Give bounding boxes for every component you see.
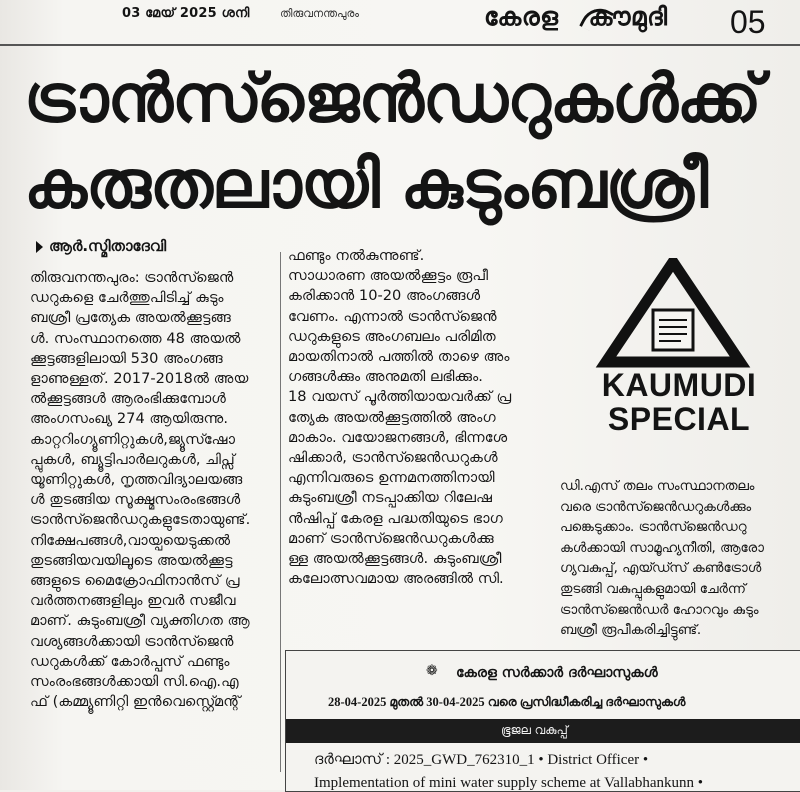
article-line: മായതിനാൽ പത്തിൽ താഴെ അം [288,348,510,366]
notice-title: കേരള സർക്കാർ ദർഘാസുകൾ [456,665,658,681]
article-line: വേണം. എന്നാൽ ട്രാൻസ്ജെൻ [288,307,497,325]
article-line: എന്നിവരുടെ ഉന്നമനത്തിനായി [288,469,495,487]
article-line: പ്പുകൾ, ബ്യൂട്ടിപാർലറുകൾ, ചിപ്സ് [30,450,235,468]
article-line: മാണ്. കുടുംബശ്രീ വ്യക്തിഗത ആ [30,612,250,630]
article-line: ട്രാൻസ്ജെൻഡർ ഹോറവും കുടും [560,602,759,618]
article-line: തുടങ്ങിയവയിലൂടെ അയൽക്കൂട്ട [30,551,233,569]
page-header [0,0,800,44]
masthead [484,2,668,32]
article-line: തിരുവനന്തപുരം: ട്രാൻസ്ജെൻ [30,269,234,286]
article-line: ഗങ്ങൾക്കും അനുമതി ലഭിക്കും. [288,368,483,386]
article-line: കൾക്കായി സാമൂഹ്യനീതി, ആരോ [560,540,764,556]
article-line: മാകാം. വയോജനങ്ങൾ, ഭിന്നശേ [288,428,508,446]
article-line: കാറ്ററിംഗ്യൂണിറ്റുകൾ,ജ്യൂസ്ഷോ [30,430,235,448]
special-label [584,368,774,436]
article-column-1 [30,268,278,712]
article-line: അംഗസംഖ്യ 274 ആയിരുന്നു. [30,410,228,428]
article-column-3 [560,477,800,642]
article-line: ഡറുകൾക്ക് കോർപ്പസ് ഫണ്ടും [30,652,230,670]
article-line: ഫണ്ടും നൽകുന്നുണ്ട്. [288,247,425,264]
headline-line-2: കരുതലായി കുടുംബശ്രീ [24,146,708,223]
masthead-left: കേരള [484,2,559,31]
tender-reference: ദർഘാസ് : 2025_GWD_762310_1 • District Officer • [314,752,649,768]
article-line: ഗ്യവകുപ്പ്, എയ്ഡ്സ് കൺട്രോൾ [560,561,762,577]
article-line: ഡറുകളെ ചേർത്തുപിടിച്ച് കുടും [30,289,224,307]
article-line: ൾ. സംസ്ഥാനത്തെ 48 അയൽ [30,329,241,347]
department-bar [286,719,800,743]
headline-line-1: ട്രാൻസ്ജെൻഡറുകൾക്ക് [24,60,761,137]
article-line: ബശ്രീ രൂപീകരിച്ചിട്ടുണ്ട്. [560,623,702,639]
special-line-1: KAUMUDI [601,367,757,403]
article-line: ഡറുകളുടെ അംഗബലം പരിമിത [288,327,496,345]
article-line: മാണ് ട്രാൻസ്ജെൻഡറുകൾക്കു [288,529,494,547]
article-line: കരിക്കാൻ 10-20 അംഗങ്ങൾ [288,287,481,305]
issue-date: 03 മേയ് 2025 ശനി [122,6,250,21]
edition-place: തിരുവനന്തപുരം [280,7,359,20]
article-line: ള്ള അയൽക്കൂട്ടങ്ങൾ. കുടുംബശ്രീ [288,550,502,568]
article-line: ഷിക്കാർ, ട്രാൻസ്ജെൻഡറുകൾ [288,449,498,467]
article-line: വർത്തനങ്ങളിലും ഇവർ സജീവ [30,592,236,610]
article-line: ബശ്രീ പ്രത്യേക അയൽക്കൂട്ടങ്ങ [30,309,231,327]
article-line: ൾ തുടങ്ങിയ സൂക്ഷ്മസംരംഭങ്ങൾ [30,491,241,509]
kaumudi-special-logo [578,258,778,458]
tender-description: Implementation of mini water supply scheme at Vallabhankunn • [314,775,704,791]
article-line: യൂണിറ്റുകൾ, നൃത്തവിദ്യാലയങ്ങ [30,471,243,489]
article-line: സാധാരണ അയൽക്കൂട്ടം രൂപീ [288,267,489,285]
article-line: ഡി.എസ് തലം സംസ്ഥാനതലം [560,479,755,494]
department-name: ഭൂജല വകുപ്പ് [501,723,568,737]
article-line: നിക്ഷേപങ്ങൾ,വായ്പയെടുക്കൽ [30,531,231,549]
article-line: ഫ് (കമ്മ്യൂണിറ്റി ഇൻവെസ്റ്റ്മെന്റ് [30,693,241,711]
column-divider [280,252,281,772]
article-line: കലോത്സവമായ അരങ്ങിൽ സി. [288,570,504,588]
article-line: ൽക്കൂട്ടങ്ങൾ ആരംഭിക്കുമ്പോൾ [30,390,226,408]
page-number: 05 [730,4,766,40]
article-line: കുടുംബശ്രീ നടപ്പാക്കിയ റിലേഷ [288,489,492,507]
article-line: ത്യേക അയൽക്കൂട്ടത്തിൽ അംഗ [288,408,496,426]
notice-dates: 28-04-2025 മുതൽ 30-04-2025 വരെ പ്രസിദ്ധീകരിച്ച ദർഘാസുകൾ [328,695,686,709]
document-in-triangle-icon [578,258,778,368]
article-column-2 [288,246,543,589]
byline [36,237,166,255]
article-line: ങ്ങളുടെ മൈക്രോഫിനാൻസ് പ്ര [30,572,240,590]
article-line: തുടങ്ങി വകുപ്പുകളുമായി ചേർന്ന് [560,581,746,597]
byline-author: ആർ.സ്മിതാദേവി [49,237,167,255]
article-line: ളാണുള്ളത്. 2017-2018ൽ അയ [30,370,249,388]
header-rule [0,44,800,46]
article-line: ൻഷിപ്പ് കേരള പദ്ധതിയുടെ ഭാഗ [288,509,503,527]
article-line: ട്രാൻസ്ജെൻഡറുകളുടേതായുണ്ട്. [30,511,251,529]
special-line-2: SPECIAL [607,401,751,437]
masthead-right: കൗമുദി [588,2,668,31]
government-tender-notice [285,650,800,792]
kerala-emblem-icon: ❁ [426,663,438,679]
article-line: ക്കൂട്ടങ്ങളിലായി 530 അംഗങ്ങ [30,349,223,367]
article-line: 18 വയസ് പൂർത്തിയായവർക്ക് പ്ര [288,388,512,406]
headline [24,56,764,228]
article-line: വരെ ട്രാൻസ്ജെൻഡറുകൾക്കും [560,499,752,515]
article-line: വശ്യങ്ങൾക്കായി ട്രാൻസ്ജെൻ [30,632,234,650]
byline-marker-icon [36,241,43,253]
article-line: സംരംഭങ്ങൾക്കായി സി.ഐ.എ [30,673,239,691]
article-line: പങ്കെടുക്കാം. ട്രാൻസ്ജെൻഡറു [560,520,747,536]
